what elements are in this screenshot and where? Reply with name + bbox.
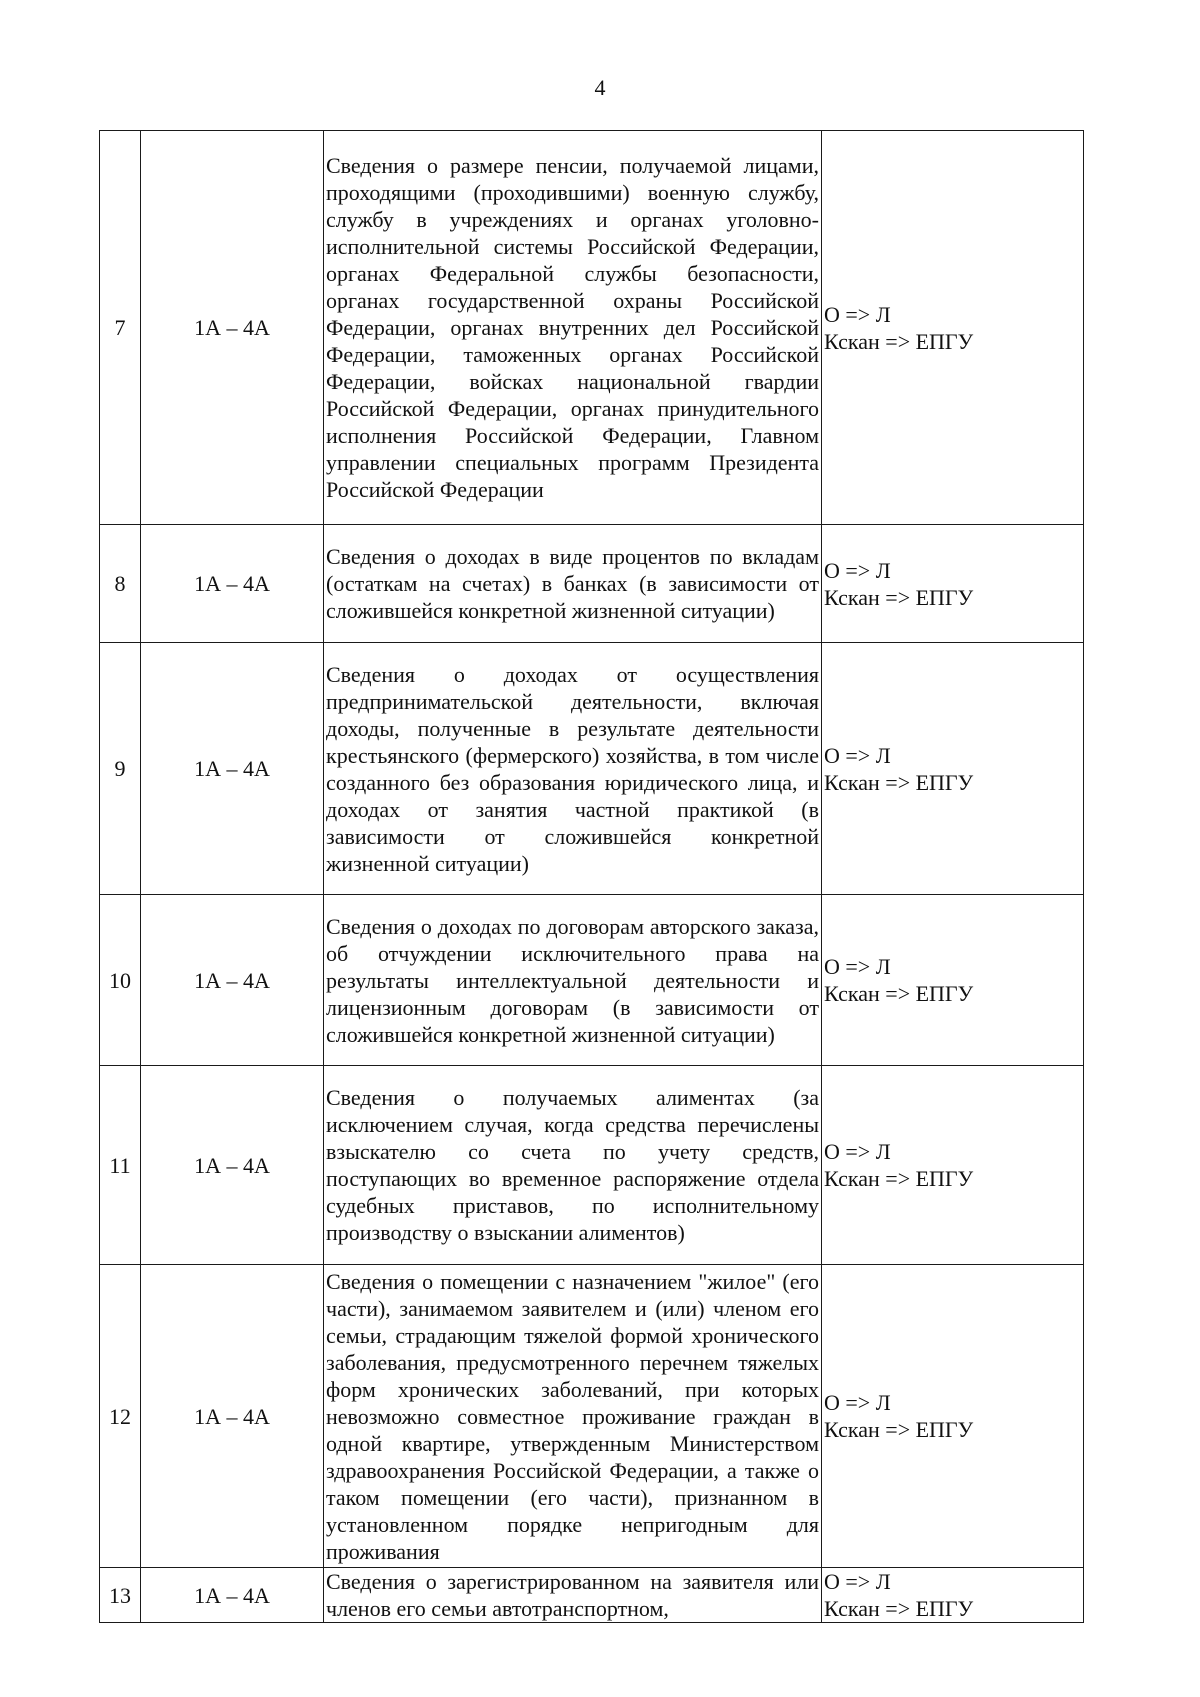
description-cell: Сведения о доходах по договорам авторского заказа, об отчуждении исключительного права на результаты интеллектуальной деятельности и лицензионным договорам (в зависимости от сложившейся конкретной жизненной ситуации)	[324, 895, 822, 1066]
category-cell: 1А – 4А	[141, 643, 324, 895]
row-number-cell: 10	[100, 895, 141, 1066]
source-line-scan: Кскан => ЕПГУ	[824, 769, 974, 795]
source-cell	[822, 895, 1084, 1066]
table-row	[100, 131, 1084, 525]
source-line-scan: Кскан => ЕПГУ	[824, 1166, 974, 1191]
page-number: 4	[594, 75, 606, 100]
table-row	[100, 1568, 1084, 1623]
description-cell: Сведения о получаемых алиментах (за исключением случая, когда средства перечислены взыскателю со счета по учету средств, поступающих во временное распоряжение отдела судебных приставов, по исполнительному производству о взыскании алиментов)	[324, 1066, 822, 1265]
source-cell	[822, 1265, 1084, 1568]
source-cell	[822, 131, 1084, 525]
source-line-scan: Кскан => ЕПГУ	[824, 328, 974, 354]
source-line-scan: Кскан => ЕПГУ	[824, 1417, 974, 1442]
table-row	[100, 525, 1084, 643]
category-cell: 1А – 4А	[141, 895, 324, 1066]
row-number-cell: 8	[100, 525, 141, 643]
description-cell: Сведения о зарегистрированном на заявителя или членов его семьи автотранспортном,	[324, 1568, 822, 1623]
table-row	[100, 1066, 1084, 1265]
category-cell: 1А – 4А	[141, 525, 324, 643]
description-cell: Сведения о размере пенсии, получаемой лицами, проходящими (проходившими) военную службу, службу в учреждениях и органах уголовно-исполнительной системы Российской Федерации, органах Федеральной службы безопасности, органах государственной охраны Российской Федерации, органах внутренних дел Российской Федерации, таможенных органах Российской Федерации, войсках национальной гвардии Российской Федерации, органах принудительного исполнения Российской Федерации, Главном управлении специальных программ Президента Российской Федерации	[324, 131, 822, 525]
source-line-original: О => Л	[824, 557, 891, 583]
document-table	[99, 130, 1084, 1623]
table-row	[100, 1265, 1084, 1568]
source-cell	[822, 1568, 1084, 1623]
source-line-original: О => Л	[824, 1569, 891, 1594]
source-line-original: О => Л	[824, 1390, 891, 1415]
source-line-original: О => Л	[824, 954, 891, 979]
source-cell	[822, 643, 1084, 895]
source-line-original: О => Л	[824, 742, 891, 768]
source-cell	[822, 525, 1084, 643]
description-cell: Сведения о доходах от осуществления предпринимательской деятельности, включая доходы, полученные в результате деятельности крестьянского (фермерского) хозяйства, в том числе созданного без образования юридического лица, и доходах от занятия частной практикой (в зависимости от сложившейся конкретной жизненной ситуации)	[324, 643, 822, 895]
table-row	[100, 895, 1084, 1066]
row-number-cell: 7	[100, 131, 141, 525]
source-cell	[822, 1066, 1084, 1265]
row-number-cell: 11	[100, 1066, 141, 1265]
category-cell: 1А – 4А	[141, 1265, 324, 1568]
row-number-cell: 9	[100, 643, 141, 895]
description-cell: Сведения о доходах в виде процентов по вкладам (остаткам на счетах) в банках (в зависимости от сложившейся конкретной жизненной ситуации)	[324, 525, 822, 643]
table-row	[100, 643, 1084, 895]
source-line-original: О => Л	[824, 1139, 891, 1164]
source-line-original: О => Л	[824, 301, 891, 327]
row-number-cell: 13	[100, 1568, 141, 1623]
category-cell: 1А – 4А	[141, 1568, 324, 1623]
description-cell: Сведения о помещении с назначением "жилое" (его части), занимаемом заявителем и (или) членом его семьи, страдающим тяжелой формой хронического заболевания, предусмотренного перечнем тяжелых форм хронических заболеваний, при которых невозможно совместное проживание граждан в одной квартире, утвержденным Министерством здравоохранения Российской Федерации, а также о таком помещении (его части), признанном в установленном порядке непригодным для проживания	[324, 1265, 822, 1568]
source-line-scan: Кскан => ЕПГУ	[824, 981, 974, 1006]
source-line-scan: Кскан => ЕПГУ	[824, 1596, 974, 1621]
row-number-cell: 12	[100, 1265, 141, 1568]
source-line-scan: Кскан => ЕПГУ	[824, 584, 974, 610]
category-cell: 1А – 4А	[141, 1066, 324, 1265]
category-cell: 1А – 4А	[141, 131, 324, 525]
